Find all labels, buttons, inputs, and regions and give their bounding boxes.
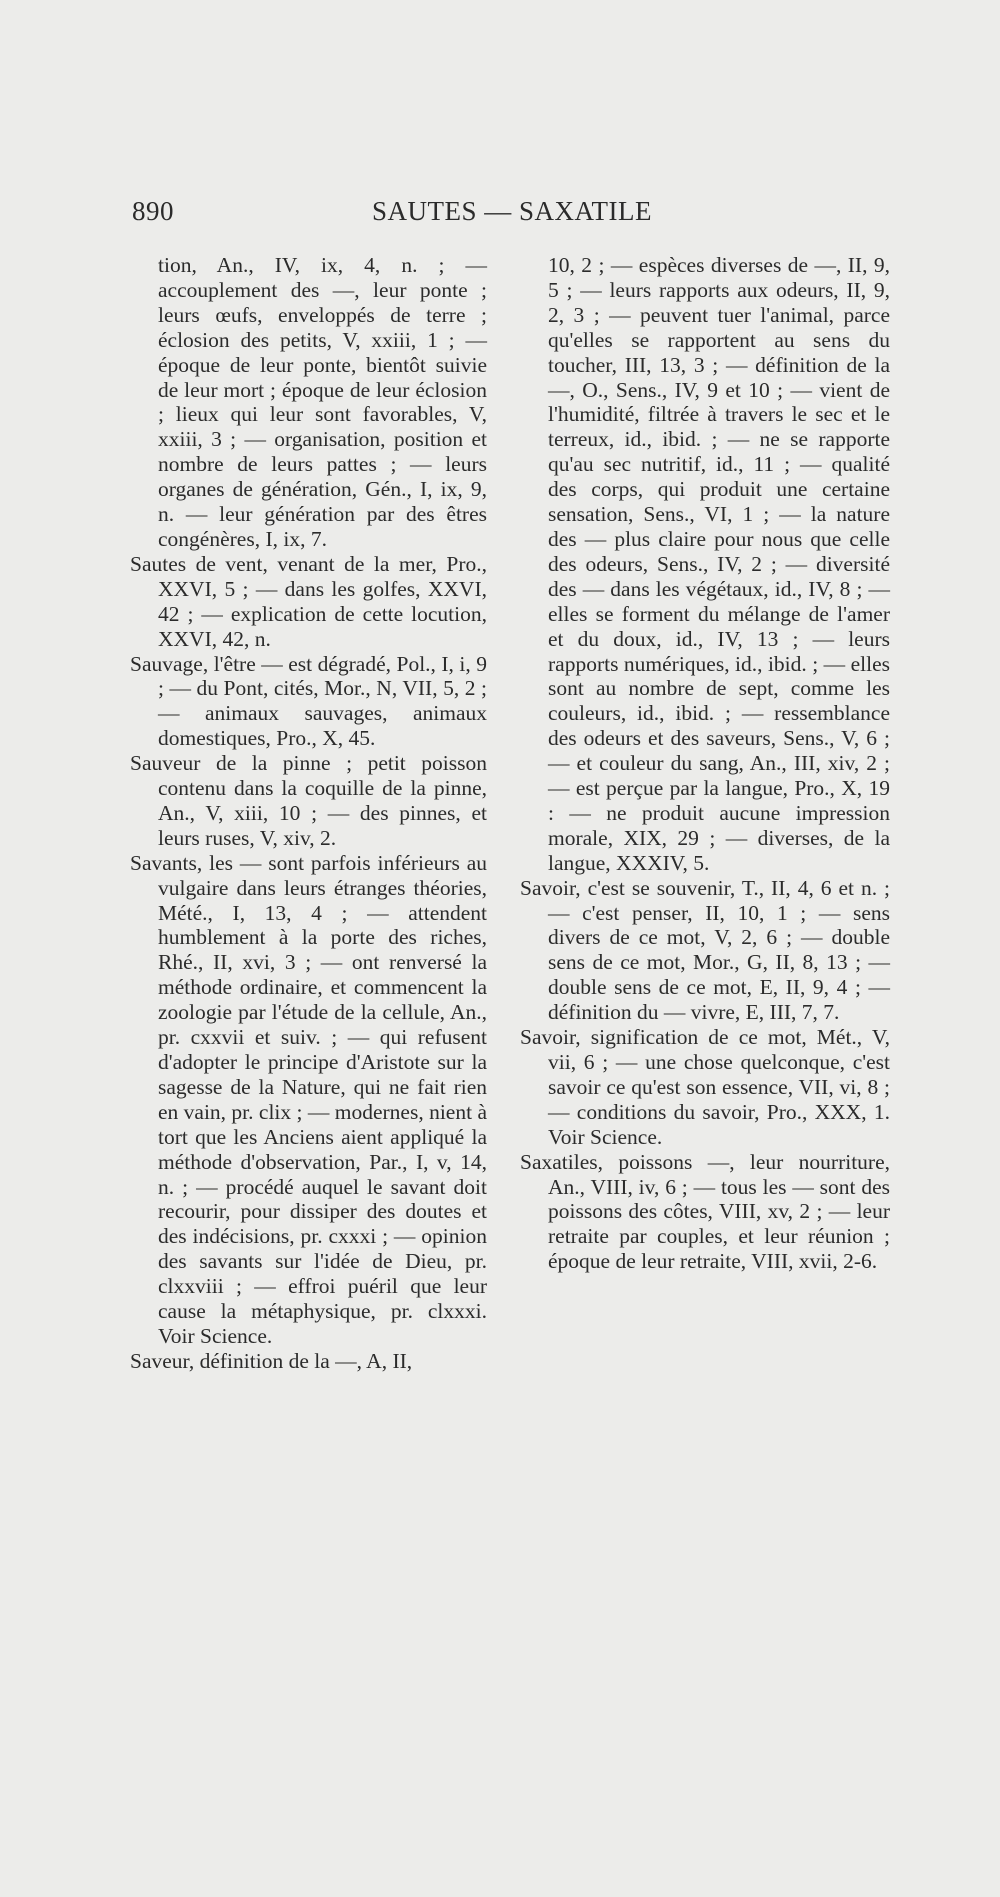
index-entry: Sautes de vent, venant de la mer, Pro., XXVI, 5 ; — dans les golfes, XXVI, 42 ; — explication de cette locution, XXVI, 42, n. (130, 551, 487, 651)
page-number: 890 (132, 196, 174, 226)
index-entry: Savants, les — sont parfois inférieurs au vulgaire dans leurs étranges théories, Mété., I, 13, 4 ; — attendent humblement à la porte des riches, Rhé., II, xvi, 3 ; — ont renversé la méthode ordinaire, et commencent la zoologie par l'étude de la cellule, An., pr. cxxvii et suiv. ; — qui refusent d'adopter le principe d'Aristote sur la sagesse de la Nature, qui ne fait rien en vain, pr. clix ; — modernes, nient à tort que les Anciens aient appliqué la méthode d'observation, Par., I, v, 14, n. ; — procédé auquel le savant doit recourir, pour dissiper des doutes et des indécisions, pr. cxxxi ; — opinion des savants sur l'idée de Dieu, pr. clxxviii ; — effroi puéril que leur cause la métaphysique, pr. clxxxi. Voir Science. (130, 850, 487, 1348)
index-entry: tion, An., IV, ix, 4, n. ; — accouplement des —, leur ponte ; leurs œufs, enveloppés de terre ; éclosion des petits, V, xxiii, 1 ; — époque de leur ponte, bientôt suivie de leur mort ; époque de leur éclosion ; lieux qui leur sont favorables, V, xxiii, 3 ; — organisation, position et nombre de leurs pattes ; — leurs organes de génération, Gén., I, ix, 9, n. — leur génération par des êtres congénères, I, ix, 7. (158, 253, 487, 551)
index-entry: 10, 2 ; — espèces diverses de —, II, 9, 5 ; — leurs rapports aux odeurs, II, 9, 2, 3 ; — peuvent tuer l'animal, parce qu'elles se rapportent au sens du toucher, III, 13, 3 ; — définition de la —, O., Sens., IV, 9 et 10 ; — vient de l'humidité, filtrée à travers le sec et le terreux, id., ibid. ; — ne se rapporte qu'au sec nutritif, id., 11 ; — qualité des corps, qui produit une certaine sensation, Sens., VI, 1 ; — la nature des — plus claire pour nous que celle des odeurs, Sens., IV, 2 ; — diversité des — dans les végétaux, id., IV, 8 ; — elles se forment du mélange de l'amer et du doux, id., IV, 13 ; — leurs rapports numériques, id., ibid. ; — elles sont au nombre de sept, comme les couleurs, id., ibid. ; — ressemblance des odeurs et des saveurs, Sens., V, 6 ; — et couleur du sang, An., III, xiv, 2 ; — est perçue par la langue, Pro., X, 19 : — ne produit aucune impression morale, XIX, 29 ; — diverses, de la langue, XXXIV, 5. (548, 253, 890, 875)
right-column (520, 253, 890, 1274)
page-title: SAUTES — SAXATILE (372, 196, 653, 226)
index-entry: Sauveur de la pinne ; petit poisson contenu dans la coquille de la pinne, An., V, xiii, 10 ; — des pinnes, et leurs ruses, V, xiv, 2. (130, 751, 487, 850)
left-column (130, 253, 487, 1374)
index-entry: Savoir, c'est se souvenir, T., II, 4, 6 et n. ; — c'est penser, II, 10, 1 ; — sens divers de ce mot, V, 2, 6 ; — double sens de ce mot, Mor., G, II, 8, 13 ; — double sens de ce mot, E, II, 9, 4 ; — définition du — vivre, E, III, 7, 7. (520, 875, 890, 1025)
index-entry: Sauvage, l'être — est dégradé, Pol., I, i, 9 ; — du Pont, cités, Mor., N, VII, 5, 2 ; — animaux sauvages, animaux domestiques, Pro., X, 45. (130, 651, 487, 751)
index-entry: Savoir, signification de ce mot, Mét., V, vii, 6 ; — une chose quelconque, c'est savoir ce qu'est son essence, VII, vi, 8 ; — conditions du savoir, Pro., XXX, 1. Voir Science. (520, 1025, 890, 1149)
index-entry: Saveur, définition de la —, A, II, (130, 1348, 413, 1373)
index-entry: Saxatiles, poissons —, leur nourriture, An., VIII, iv, 6 ; — tous les — sont des poissons des côtes, VIII, xv, 2 ; — leur retraite par couples, et leur réunion ; époque de leur retraite, VIII, xvii, 2-6. (520, 1149, 890, 1274)
